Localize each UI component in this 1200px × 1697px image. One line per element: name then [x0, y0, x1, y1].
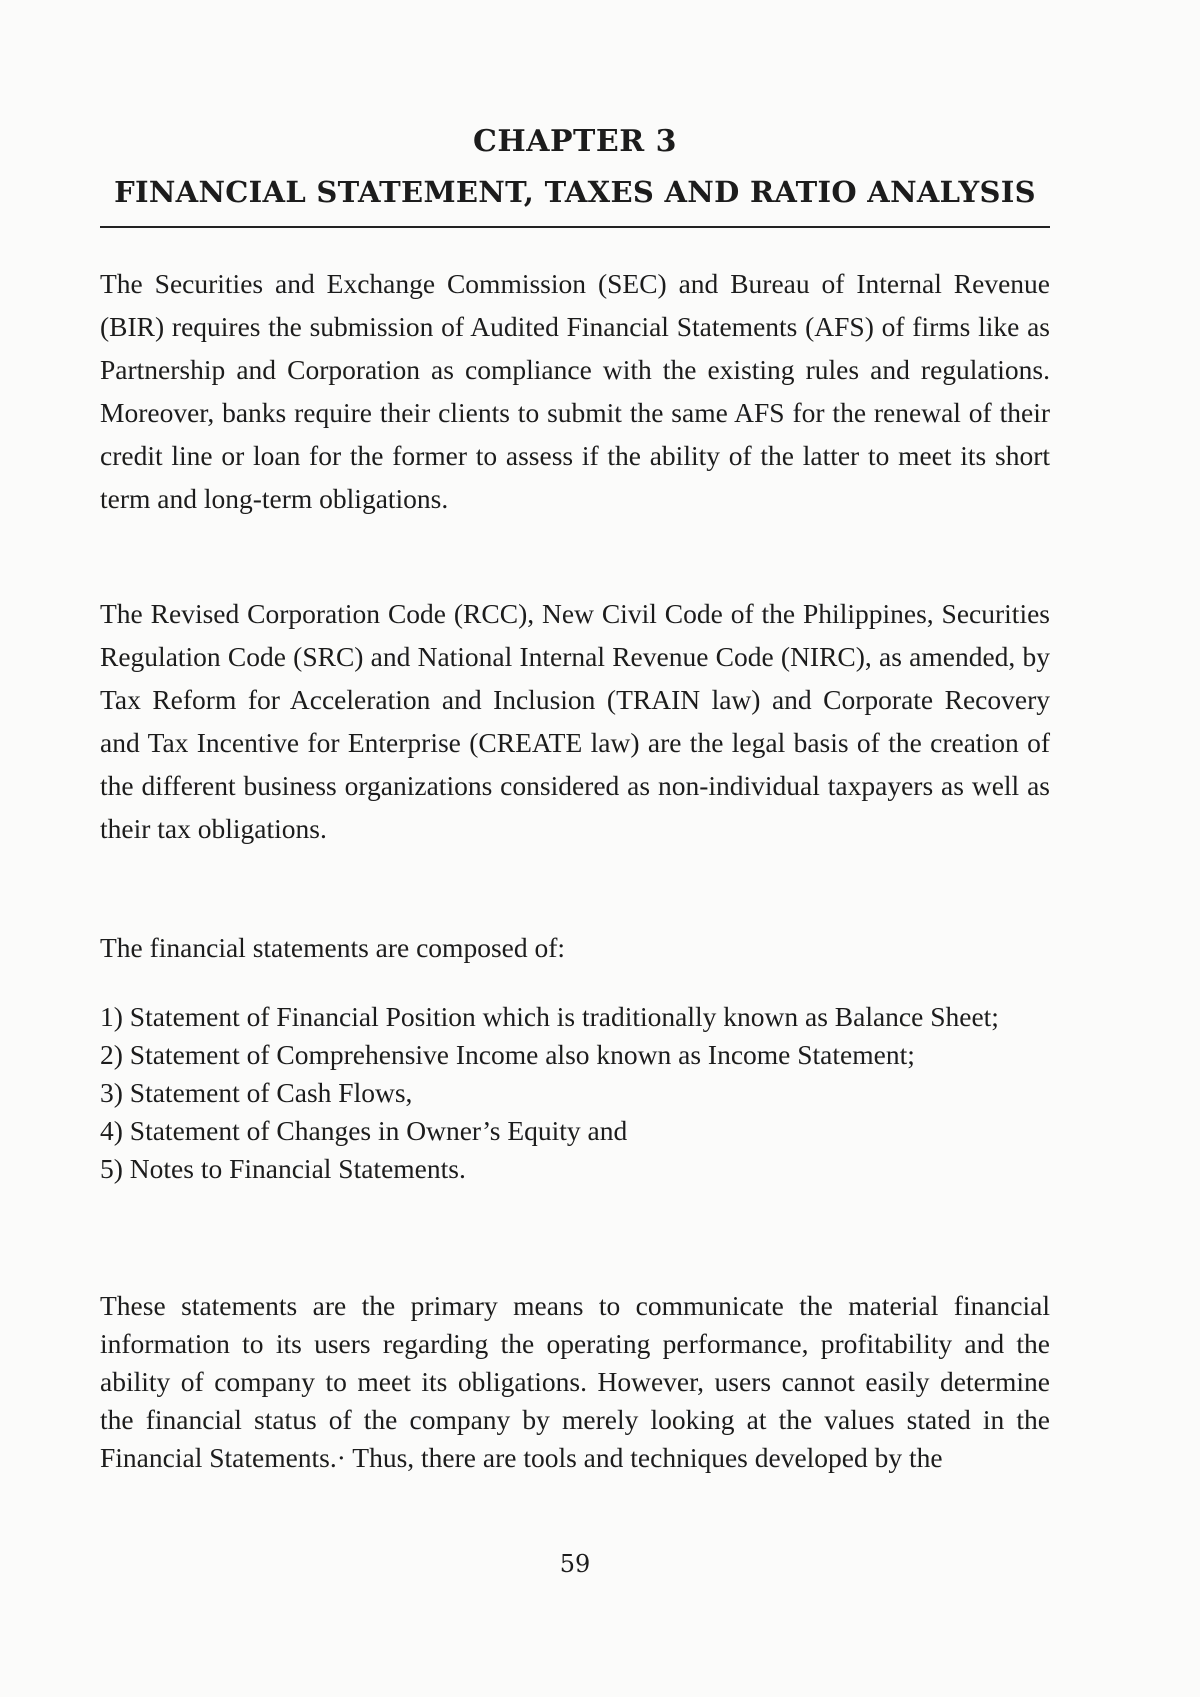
page-number: 59	[559, 1550, 591, 1578]
title-underline	[100, 226, 1050, 228]
financial-statements-list	[100, 998, 1050, 1188]
chapter-number: CHAPTER 3	[473, 124, 677, 159]
list-item: 2) Statement of Comprehensive Income also known as Income Statement;	[100, 1039, 915, 1070]
paragraph-composition-intro: The financial statements are composed of:	[100, 932, 566, 963]
paragraph-primary-means: These statements are the primary means to communicate the material financial information to its users regarding the operating performance, profitability and the ability of company to meet its obligations. However, users cannot easily determine the financial status of the company by merely looking at the values stated in the Financial Statements.· Thus, there are tools and techniques developed by the	[100, 1290, 1050, 1473]
list-item: 3) Statement of Cash Flows,	[100, 1077, 413, 1108]
paragraph-legal-basis: The Revised Corporation Code (RCC), New Civil Code of the Philippines, Securities Regulation Code (SRC) and National Internal Revenue Code (NIRC), as amended, by Tax Reform for Acceleration and Inclusion (TRAIN law) and Corporate Recovery and Tax Incentive for Enterprise (CREATE law) are the legal basis of the creation of the different business organizations considered as non-individual taxpayers as well as their tax obligations.	[100, 598, 1050, 844]
list-item: 1) Statement of Financial Position which is traditionally known as Balance Sheet;	[100, 1001, 999, 1032]
paragraph-sec-bir: The Securities and Exchange Commission (SEC) and Bureau of Internal Revenue (BIR) requires the submission of Audited Financial Statements (AFS) of firms like as Partnership and Corporation as compliance with the existing rules and regulations. Moreover, banks require their clients to submit the same AFS for the renewal of their credit line or loan for the former to assess if the ability of the latter to meet its short term and long-term obligations.	[100, 268, 1050, 514]
chapter-title: FINANCIAL STATEMENT, TAXES AND RATIO ANALYSIS	[114, 175, 1036, 209]
chapter-header	[100, 122, 1050, 216]
list-item: 5) Notes to Financial Statements.	[100, 1153, 466, 1184]
list-item: 4) Statement of Changes in Owner’s Equity and	[100, 1115, 628, 1146]
